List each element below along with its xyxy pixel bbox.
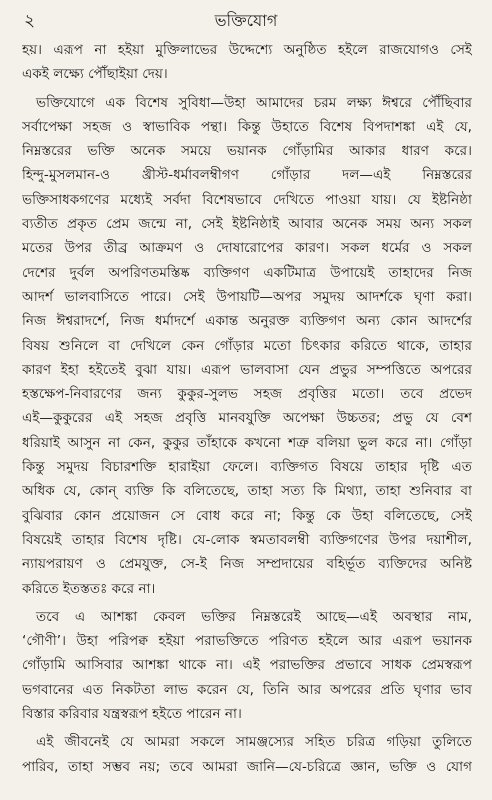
paragraph xyxy=(22,38,472,87)
text-line: নিজ ঈশ্বরাদর্শে, নিজ ধর্মাদর্শে একান্ত অনুরক্ত ব্যক্তিগণ অন্য কোন আদর্শের xyxy=(22,313,472,330)
text-line: ভগবানের এত নিকটতা লাভ করেন যে, তিনি আর অপরের প্রতি ঘৃণার ভাব xyxy=(22,681,472,698)
text-line: এই—কুকুরের এই সহজ প্রবৃত্তি মানবযুক্তি অপেক্ষা উচ্চতর; প্রভু যে বেশ xyxy=(22,410,472,427)
paragraph xyxy=(22,730,472,779)
text-line: করিতে ইতস্ততঃ করে না। xyxy=(22,580,156,597)
paragraph xyxy=(22,605,472,726)
text-line: তবে এ আশঙ্কা কেবল ভক্তির নিম্নস্তরেই আছে—এই অবস্থার নাম, xyxy=(36,608,472,625)
text-line: হস্তক্ষেপ-নিবারণের জন্য কুকুর-সুলভ সহজ প্রবৃত্তির মতো। তবে প্রভেদ xyxy=(22,386,472,403)
text-line: ‘গৌণী’। উহা পরিপক্ব হইয়া পরাভক্তিতে পরিণত হইলে আর এরূপ ভয়ানক xyxy=(22,633,472,650)
text-line: ভক্তিসাধকগণের মধ্যেই সর্বদা বিশেষভাবে দেখিতে পাওয়া যায়। যে ইষ্টনিষ্ঠা xyxy=(22,191,472,208)
body-text xyxy=(22,38,472,779)
text-line: ভক্তিযোগে এক বিশেষ সুবিধা—উহা আমাদের চরম লক্ষ্য ঈশ্বরে পৌঁছিবার xyxy=(36,94,472,111)
text-line: গোঁড়ামি আসিবার আশঙ্কা থাকে না। এই পরাভক্তির প্রভাবে সাধক প্রেমস্বরূপ xyxy=(22,657,472,674)
paragraph xyxy=(22,91,472,601)
text-line: অধিক যে, কোন্ ব্যক্তি কি বলিতেছে, তাহা সত্য কি মিথ্যা, তাহা শুনিবার বা xyxy=(22,483,472,500)
text-line: বিষয়েই তাহার বিশেষ দৃষ্টি। যে-লোক স্বমতাবলম্বী ব্যক্তিগণের উপর দয়াশীল, xyxy=(22,531,472,548)
text-line: হয়। এরূপ না হইয়া মুক্তিলাভের উদ্দেশ্যে অনুষ্ঠিত হইলে রাজযোগও সেই xyxy=(22,42,472,58)
text-line: মতের উপর তীব্র আক্রমণ ও দোষারোপের কারণ। সকল ধর্মের ও সকল xyxy=(22,240,472,257)
text-line: কিন্তু সমুদয় বিচারশক্তি হারাইয়া ফেলে। ব্যক্তিগত বিষয়ে তাহার দৃষ্টি এত xyxy=(22,459,472,476)
text-line: বিষয় শুনিলে বা দেখিলে কেন গোঁড়ার মতো চিৎকার করিতে থাকে, তাহার xyxy=(22,337,472,354)
page-number: ২ xyxy=(24,11,36,31)
text-line: বুঝিবার কোন প্রয়োজন সে বোধ করে না; কিন্তু কে উহা বলিতেছে, সেই xyxy=(22,507,472,524)
text-line: ন্যায়পরায়ণ ও প্রেমযুক্ত, সে-ই নিজ সম্প্রদায়ের বহির্ভূত ব্যক্তিদের অনিষ্ট xyxy=(22,556,472,573)
text-line: পারিব, তাহা সম্ভব নয়; তবে আমরা জানি—যে-চরিত্রে জ্ঞান, ভক্তি ও যোগ xyxy=(22,758,472,775)
text-line: সর্বাপেক্ষা সহজ ও স্বাভাবিক পন্থা। কিন্তু উহাতে বিশেষ বিপদাশঙ্কা এই যে, xyxy=(22,118,472,135)
text-line: একই লক্ষ্যে পৌঁছাইয়া দেয়। xyxy=(22,66,168,83)
text-line: কারণ ইহা হইতেই বুঝা যায়। এরূপ ভালবাসা যেন প্রভুর সম্পত্তিতে অপরের xyxy=(22,361,472,378)
text-line: ব্যতীত প্রকৃত প্রেম জন্মে না, সেই ইষ্টনিষ্ঠাই আবার অনেক সময় অন্য সকল xyxy=(22,216,472,233)
page-header xyxy=(0,8,492,34)
text-line: ধরিয়াই আসুন না কেন, কুকুর তাঁহাকে কখনো শত্রু বলিয়া ভুল করে না। গোঁড়া xyxy=(22,434,472,451)
text-line: দেশের দুর্বল অপরিণতমস্তিষ্ক ব্যক্তিগণ একটিমাত্র উপায়েই তাহাদের নিজ xyxy=(22,264,472,281)
text-line: নিম্নস্তরের ভক্তি অনেক সময়ে ভয়ানক গোঁড়ামির আকার ধারণ করে। xyxy=(22,143,472,160)
running-title: ভক্তিযোগ xyxy=(214,11,278,30)
text-line: হিন্দু-মুসলমান-ও খ্রীস্ট-ধর্মাবলম্বীগণ গোঁড়ার দল—এই নিম্নস্তরের xyxy=(22,167,472,184)
text-line: বিস্তার করিবার যন্ত্রস্বরূপ হইতে পারেন না। xyxy=(22,706,242,723)
text-line: এই জীবনেই যে আমরা সকলে সামঞ্জস্যের সহিত চরিত্র গড়িয়া তুলিতে xyxy=(36,734,472,751)
text-line: আদর্শ ভালবাসিতে পারে। সেই উপায়টি—অপর সমুদয় আদর্শকে ঘৃণা করা। xyxy=(22,288,472,305)
